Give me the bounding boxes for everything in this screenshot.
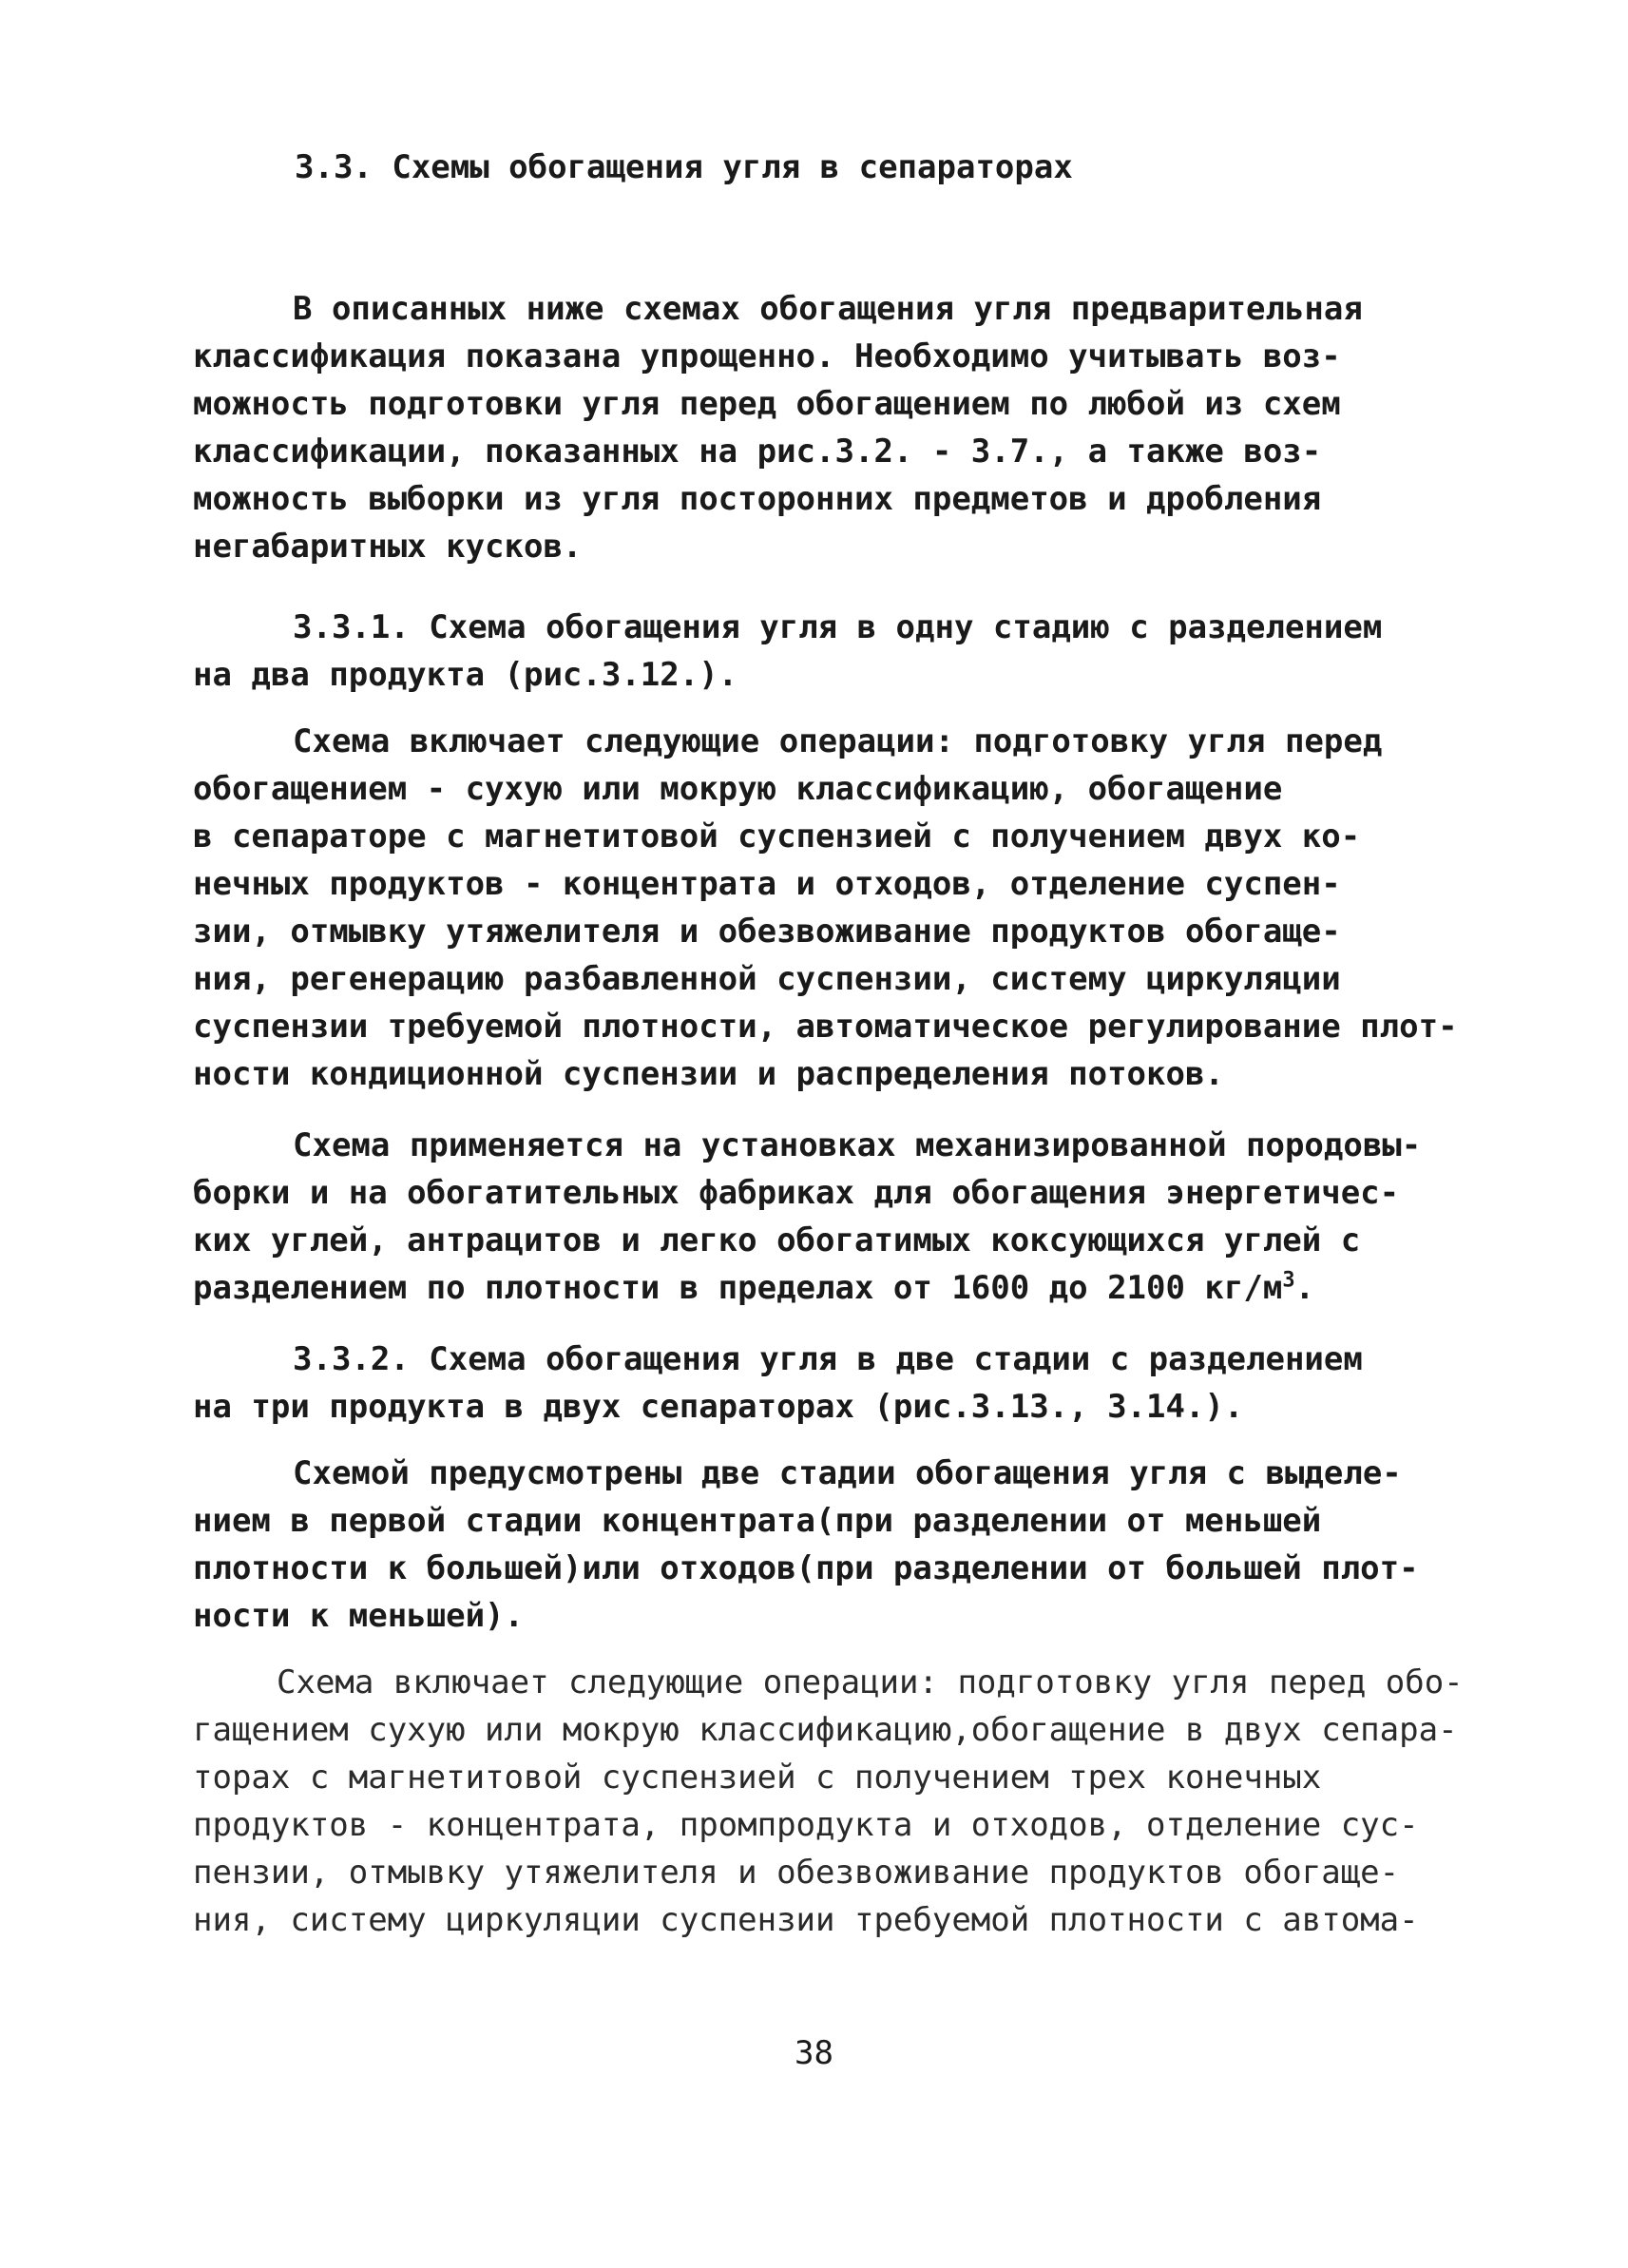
text-line: на два продукта (рис.3.12.). <box>193 656 738 694</box>
text-line: торах с магнетитовой суспензией с получением трех конечных <box>193 1759 1322 1797</box>
text-line-content: разделением по плотности в пределах от 1600 до 2100 кг/м <box>193 1269 1283 1307</box>
text-line: ких углей, антрацитов и легко обогатимых коксующихся углей с <box>193 1221 1361 1259</box>
text-line: нечных продуктов - концентрата и отходов, отделение суспен- <box>193 865 1341 903</box>
text-line: плотности к большей)или отходов(при разделении от большей плот- <box>193 1549 1419 1587</box>
text-line: ния, регенерацию разбавленной суспензии, систему циркуляции <box>193 960 1341 998</box>
text-line: можность выборки из угля посторонних предметов и дробления <box>193 480 1322 518</box>
subsection-2-stages <box>193 1450 1447 1640</box>
text-line: классификации, показанных на рис.3.2. - 3.7., а также воз- <box>193 432 1322 471</box>
text-line: классификация показана упрощенно. Необходимо учитывать воз- <box>193 337 1341 375</box>
text-line: нием в первой стадии концентрата(при разделении от меньшей <box>193 1502 1322 1540</box>
subsection-1-title <box>193 604 1447 699</box>
text-line: борки и на обогатительных фабриках для обогащения энергетичес- <box>193 1174 1400 1212</box>
text-line <box>193 1264 1447 1312</box>
text-line: зии, отмывку утяжелителя и обезвоживание продуктов обогаще- <box>193 913 1341 951</box>
subsection-1-application <box>193 1122 1447 1312</box>
text-line: ности кондиционной суспензии и распределения потоков. <box>193 1055 1224 1093</box>
paragraph-intro <box>193 285 1447 570</box>
text-line: 3.3.1. Схема обогащения угля в одну стадию с разделением <box>293 608 1383 646</box>
text-line: ния, систему циркуляции суспензии требуемой плотности с автома- <box>193 1901 1419 1939</box>
subsection-2-operations <box>193 1659 1464 1944</box>
text-line: Схема применяется на установках механизированной породовы- <box>293 1126 1422 1164</box>
text-line: В описанных ниже схемах обогащения угля предварительная <box>293 290 1363 328</box>
text-line: негабаритных кусков. <box>193 528 583 566</box>
text-line: 3.3.2. Схема обогащения угля в две стадии с разделением <box>293 1340 1363 1378</box>
text-line: можность подготовки угля перед обогащением по любой из схем <box>193 385 1341 423</box>
subsection-2-title <box>193 1336 1447 1431</box>
text-line: Схема включает следующие операции: подготовку угля перед обо- <box>277 1663 1464 1701</box>
text-line: Схема включает следующие операции: подготовку угля перед <box>293 722 1383 760</box>
section-title: 3.3. Схемы обогащения угля в сепараторах <box>295 148 1073 186</box>
unit-trailing: . <box>1294 1269 1315 1307</box>
text-line: в сепараторе с магнетитовой суспензией с получением двух ко- <box>193 817 1361 855</box>
text-line: продуктов - концентрата, промпродукта и отходов, отделение сус- <box>193 1806 1419 1844</box>
text-line: гащением сухую или мокрую классификацию,обогащение в двух сепара- <box>193 1711 1458 1749</box>
text-line: на три продукта в двух сепараторах (рис.3.13., 3.14.). <box>193 1388 1244 1426</box>
text-line: обогащением - сухую или мокрую классификацию, обогащение <box>193 770 1283 808</box>
text-line: Схемой предусмотрены две стадии обогащения угля с выделе- <box>293 1454 1402 1492</box>
unit-superscript: 3 <box>1282 1268 1295 1293</box>
text-line: пензии, отмывку утяжелителя и обезвоживание продуктов обогаще- <box>193 1854 1400 1892</box>
text-line: ности к меньшей). <box>193 1597 524 1635</box>
text-line: суспензии требуемой плотности, автоматическое регулирование плот- <box>193 1008 1458 1046</box>
page-number: 38 <box>795 2034 833 2072</box>
subsection-1-operations <box>193 718 1458 1098</box>
